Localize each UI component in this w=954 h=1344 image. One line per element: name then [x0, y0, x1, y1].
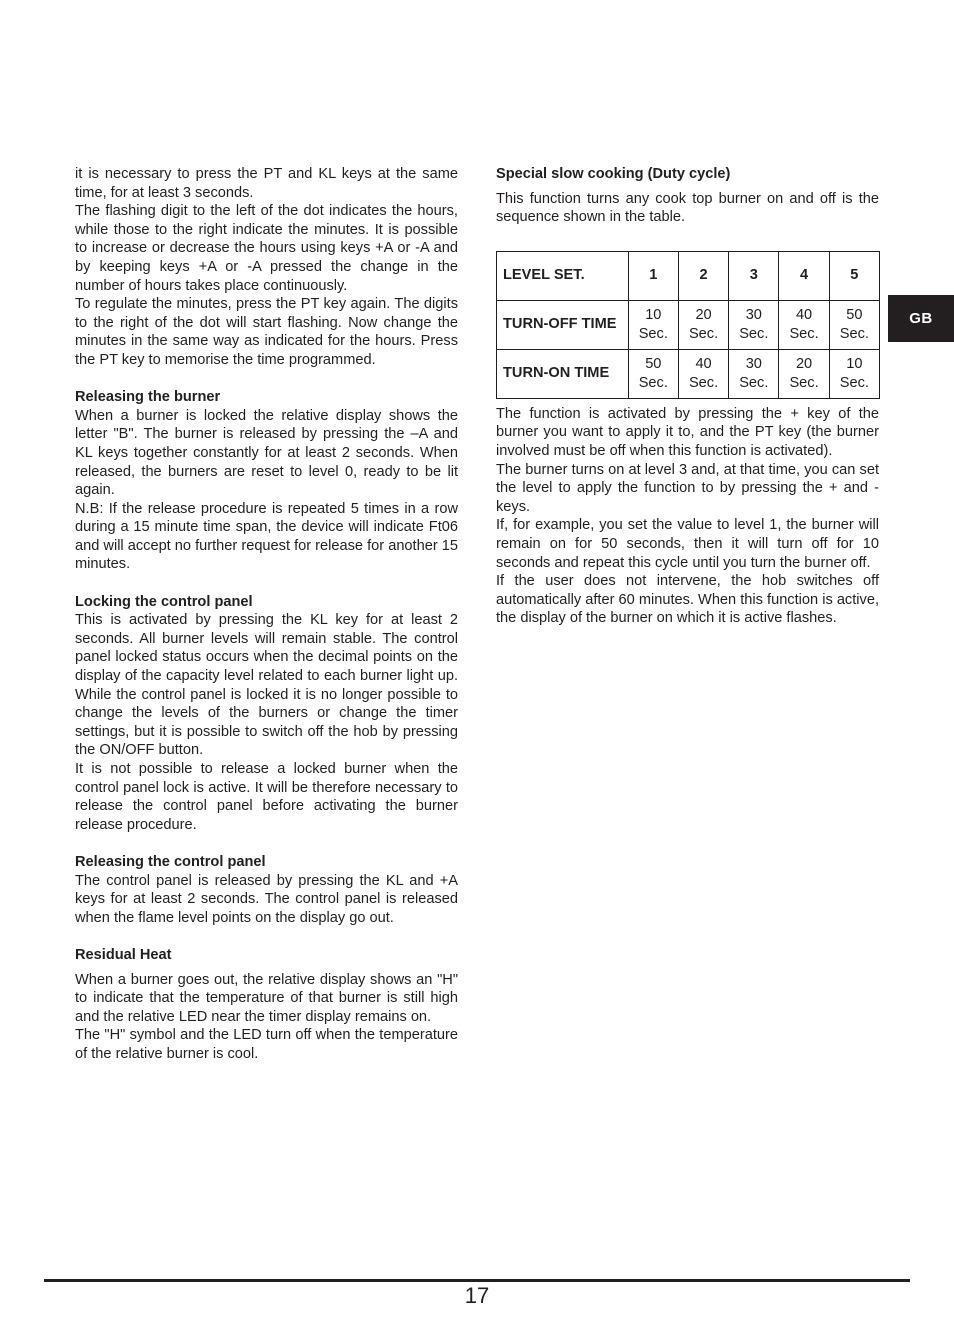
residual-heat-heading: Residual Heat	[75, 946, 172, 963]
residual-heat-paragraph-1: When a burner goes out, the relative display shows an "H" to indicate that the temperature of that burner is still high and the relative LED near the timer display remains on.	[75, 971, 458, 1025]
turn-off-time-label: TURN-OFF TIME	[497, 300, 629, 349]
locking-panel-heading: Locking the control panel	[75, 593, 253, 610]
table-cell: 40 Sec.	[678, 349, 728, 398]
residual-heat-paragraph-2: The "H" symbol and the LED turn off when the temperature of the relative burner is cool.	[75, 1027, 458, 1062]
level-set-header: LEVEL SET.	[497, 251, 629, 300]
table-cell: 10 Sec.	[628, 300, 678, 349]
duty-cycle-paragraph-1: The function is activated by pressing the + key of the burner you want to apply it to, and the PT key (the burner involved must be off when this function is activated).	[496, 405, 879, 459]
language-tab-gb: GB	[888, 295, 954, 342]
table-cell: 40 Sec.	[779, 300, 829, 349]
table-cell: 50 Sec.	[628, 349, 678, 398]
duty-cycle-table	[496, 251, 880, 399]
locking-panel-paragraph-1: This is activated by pressing the KL key for at least 2 seconds. All burner levels will remain stable. The control panel locked status occurs when the decimal points on the display of the capacity level related to each burner light up. While the control panel is locked it is no longer possible to change the levels of the burners or change the timer settings, but it is possible to switch off the hob by pressing the ON/OFF button.	[75, 612, 458, 759]
duty-cycle-paragraph-2: The burner turns on at level 3 and, at that time, you can set the level to apply the function to by pressing the + and - keys.	[496, 461, 879, 515]
duty-cycle-paragraph-3: If, for example, you set the value to level 1, the burner will remain on for 50 seconds, then it will turn off for 10 seconds and repeat this cycle until you turn the burner off.	[496, 517, 879, 571]
level-1-header: 1	[628, 251, 678, 300]
intro-paragraph-2: The flashing digit to the left of the dot indicates the hours, while those to the right indicate the minutes. It is possible to increase or decrease the hours using keys +A or -A and by keeping keys +A or -A pressed the change in the number of hours takes place continuously.	[75, 203, 458, 294]
table-header-row	[497, 251, 880, 300]
locking-panel-paragraph-2: It is not possible to release a locked burner when the control panel lock is active. It will be therefore necessary to release the control panel before activating the burner release procedure.	[75, 761, 458, 833]
footer-divider	[44, 1279, 910, 1282]
table-cell: 30 Sec.	[729, 300, 779, 349]
intro-paragraph-1: it is necessary to press the PT and KL keys at the same time, for at least 3 seconds.	[75, 166, 458, 201]
releasing-panel-heading: Releasing the control panel	[75, 853, 266, 870]
duty-cycle-paragraph-4: If the user does not intervene, the hob switches off automatically after 60 minutes. When this function is active, the display of the burner on which it is active flashes.	[496, 573, 879, 627]
releasing-panel-paragraph-1: The control panel is released by pressing the KL and +A keys for at least 2 seconds. The control panel is released when the flame level points on the display go out.	[75, 872, 458, 926]
level-5-header: 5	[829, 251, 879, 300]
table-cell: 50 Sec.	[829, 300, 879, 349]
left-column	[75, 165, 458, 1064]
releasing-burner-paragraph-1: When a burner is locked the relative display shows the letter "B". The burner is released by pressing the –A and KL keys together constantly for at least 2 seconds. When released, the burners are reset to level 0, ready to be lit again.	[75, 407, 458, 499]
releasing-burner-paragraph-2: N.B: If the release procedure is repeated 5 times in a row during a 15 minute time span, the device will indicate Ft06 and will accept no further request for release for another 15 minutes.	[75, 500, 458, 573]
table-row-turn-on	[497, 349, 880, 398]
table-cell: 20 Sec.	[779, 349, 829, 398]
table-cell: 20 Sec.	[678, 300, 728, 349]
level-4-header: 4	[779, 251, 829, 300]
right-column	[496, 165, 879, 628]
intro-paragraph-3: To regulate the minutes, press the PT key again. The digits to the right of the dot will start flashing. Now change the minutes in the same way as indicated for the hours. Press the PT key to memorise the time programmed.	[75, 296, 458, 368]
page-number: 17	[464, 1283, 490, 1308]
level-3-header: 3	[729, 251, 779, 300]
level-2-header: 2	[678, 251, 728, 300]
releasing-burner-heading: Releasing the burner	[75, 389, 221, 406]
duty-cycle-intro: This function turns any cook top burner on and off is the sequence shown in the table.	[496, 190, 879, 226]
table-cell: 10 Sec.	[829, 349, 879, 398]
duty-cycle-heading: Special slow cooking (Duty cycle)	[496, 166, 731, 182]
turn-on-time-label: TURN-ON TIME	[497, 349, 629, 398]
table-cell: 30 Sec.	[729, 349, 779, 398]
table-row-turn-off	[497, 300, 880, 349]
